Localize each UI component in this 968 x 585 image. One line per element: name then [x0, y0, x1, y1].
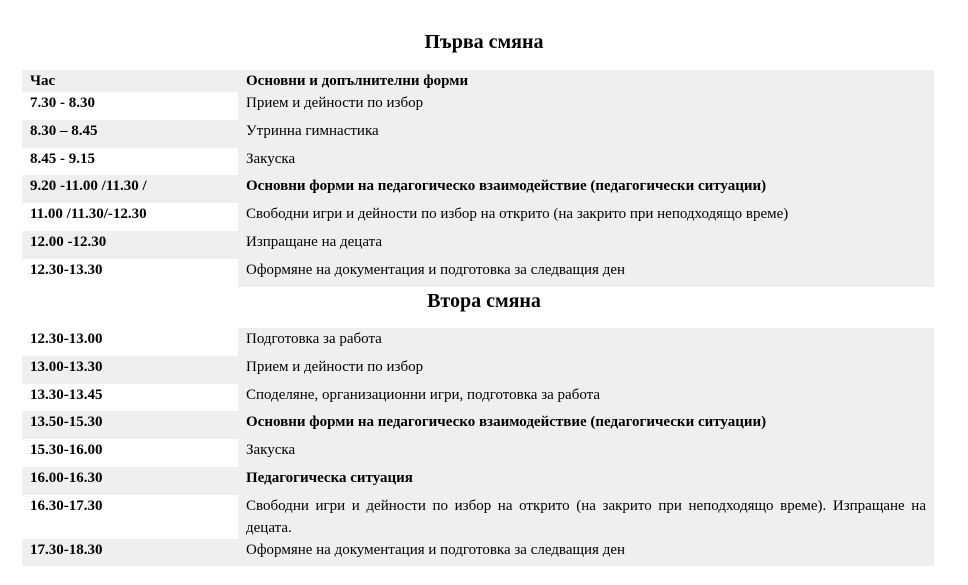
- activity-cell: Оформяне на документация и подготовка за следващия ден: [238, 259, 934, 287]
- activity-cell: Основни форми на педагогическо взаимодействие (педагогически ситуации): [238, 175, 934, 203]
- table-row: [22, 92, 934, 120]
- shift1-title: Първа смяна: [424, 31, 544, 53]
- table-row: [22, 539, 934, 566]
- table-row: [22, 467, 934, 495]
- time-column-header: Час: [22, 70, 238, 92]
- time-cell: 9.20 -11.00 /11.30 /: [22, 175, 238, 203]
- table-row: [22, 356, 934, 384]
- table-row: [22, 384, 934, 412]
- table-row: [22, 148, 934, 176]
- activity-cell: Изпращане на децата: [238, 231, 934, 259]
- table-row: [22, 259, 934, 287]
- shift2-schedule-table: [22, 328, 934, 566]
- table-row: [22, 203, 934, 231]
- table-header-row: [22, 70, 934, 92]
- activity-cell: Закуска: [238, 148, 934, 176]
- table-row: [22, 411, 934, 439]
- activity-cell: Оформяне на документация и подготовка за следващия ден: [238, 539, 934, 566]
- time-cell: 11.00 /11.30/-12.30: [30, 206, 147, 223]
- activity-cell: Педагогическа ситуация: [238, 467, 934, 495]
- time-cell: 12.30-13.00: [30, 331, 103, 347]
- time-cell: 13.00-13.30: [22, 356, 238, 384]
- time-cell: 12.00 -12.30: [22, 231, 238, 259]
- time-cell: 13.30-13.45: [30, 386, 103, 403]
- time-cell: 12.30-13.30: [30, 261, 103, 278]
- activity-cell: Подготовка за работа: [238, 328, 934, 356]
- activity-cell: Свободни игри и дейности по избор на открито (на закрито при неподходящо време): [238, 203, 934, 231]
- activity-cell: Споделяне, организационни игри, подготовка за работа: [238, 384, 934, 412]
- time-cell: 16.30-17.30: [30, 497, 103, 514]
- shift1-schedule-table: [22, 70, 934, 287]
- table-row: [22, 231, 934, 259]
- table-row: [22, 175, 934, 203]
- time-cell: 8.30 – 8.45: [22, 120, 238, 148]
- activity-cell: Утринна гимнастика: [238, 120, 934, 148]
- activity-cell: Прием и дейности по избор: [238, 92, 934, 120]
- time-cell: 13.50-15.30: [22, 411, 238, 439]
- table-row: [22, 439, 934, 467]
- table-row: [22, 328, 934, 356]
- time-cell: 7.30 - 8.30: [30, 95, 95, 111]
- activity-cell: Прием и дейности по избор: [238, 356, 934, 384]
- time-cell: 16.00-16.30: [22, 467, 238, 495]
- activity-cell: Закуска: [238, 439, 934, 467]
- table-row: [22, 120, 934, 148]
- activity-column-header: Основни и допълнителни форми: [238, 70, 934, 92]
- activity-cell: Свободни игри и дейности по избор на открито (на закрито при неподходящо време). Изпращане на децата.: [238, 495, 934, 539]
- time-cell: 17.30-18.30: [22, 539, 238, 566]
- shift2-title: Втора смяна: [427, 290, 541, 312]
- table-row: [22, 495, 934, 539]
- activity-cell: Основни форми на педагогическо взаимодействие (педагогически ситуации): [238, 411, 934, 439]
- time-cell: 8.45 - 9.15: [30, 150, 95, 167]
- time-cell: 15.30-16.00: [30, 442, 103, 459]
